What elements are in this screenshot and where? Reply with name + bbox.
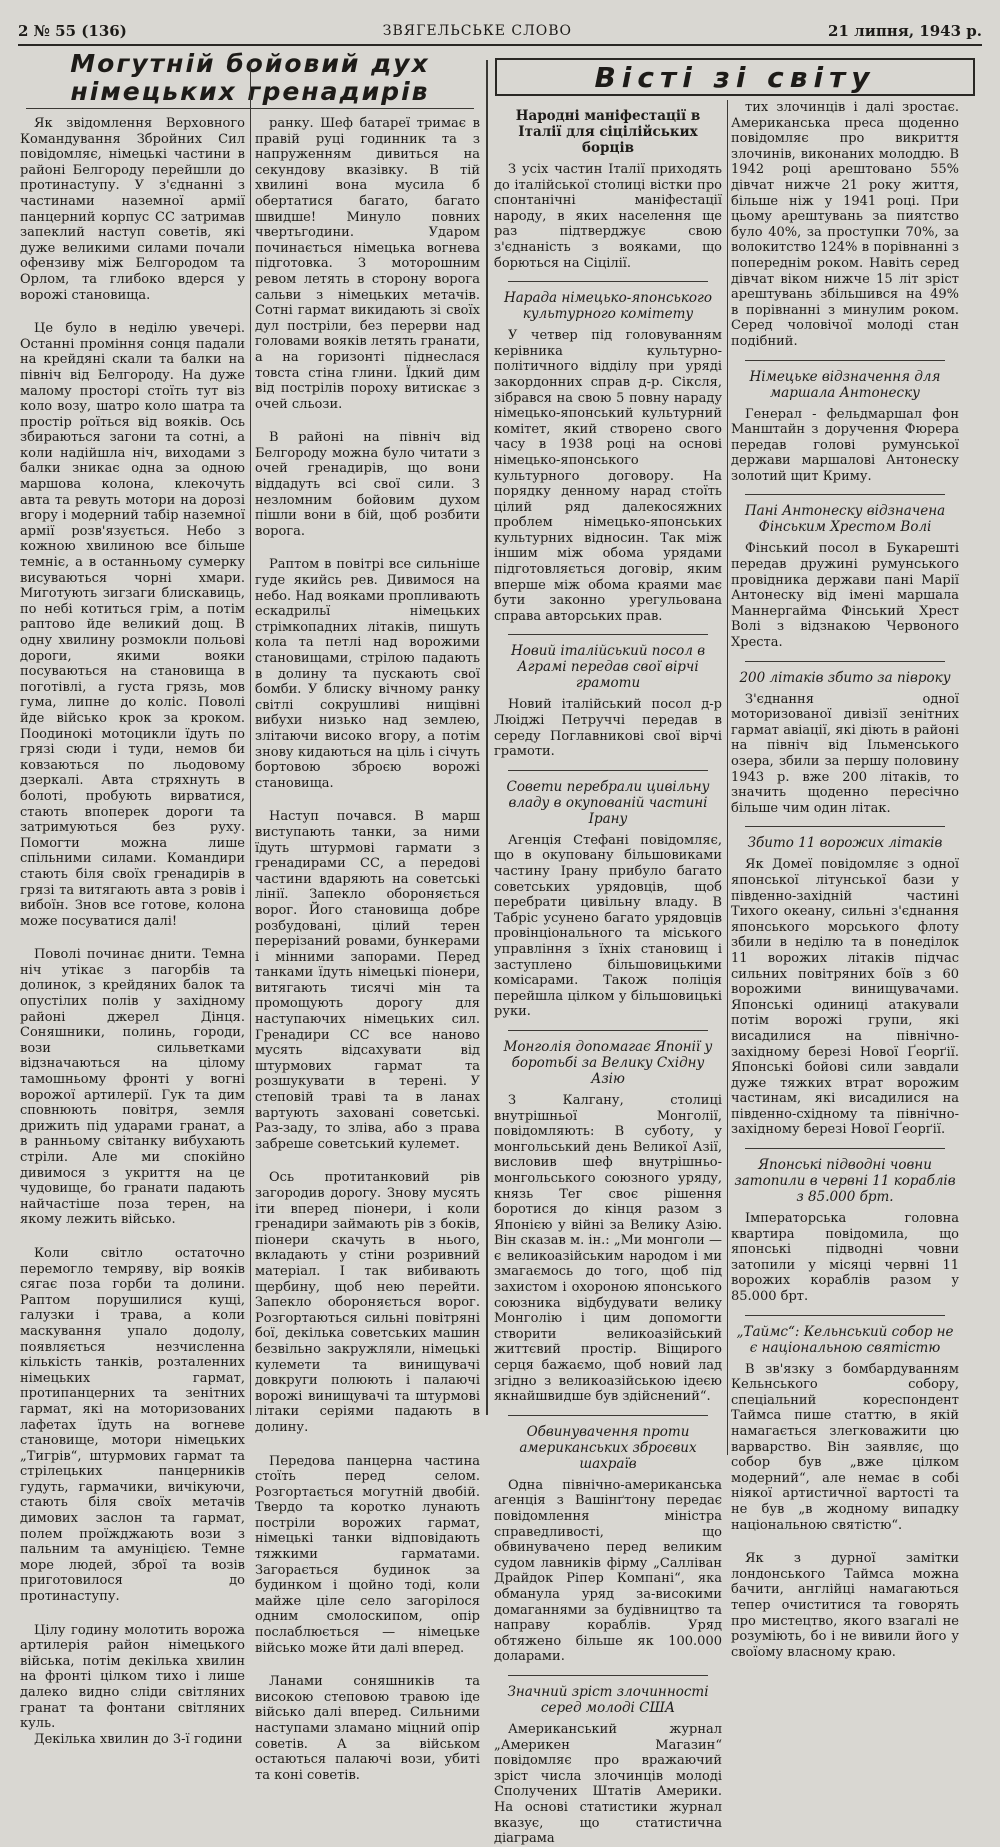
article-paragraph: В районі на північ від Белгороду можна було читати з очей гренадирів, що вони віддадуть всі свої сили. З незломним бойовим духом пішли вони в бій, щоб розбити ворога. (255, 430, 480, 539)
article-paragraph: Цілу годину молотить ворожа артилерія район німецького війська, потім декілька хвилин на фронті цілком тихо і лише далеко видно сліди світляних гранат та фонтани світляних куль. (20, 1622, 245, 1732)
story-divider (745, 826, 945, 827)
masthead (18, 18, 982, 46)
news-paragraph: Імператорська головна квартира повідомила, що японські підводні човни затопили у місяці червні 11 ворожих кораблів разом у 85.000 брт. (731, 1211, 959, 1305)
story-divider (508, 1675, 708, 1676)
story-divider (508, 634, 708, 635)
news-column-3 (494, 100, 722, 1847)
main-article-column-2 (255, 116, 480, 1783)
story-divider (745, 360, 945, 361)
issue-number: 2 № 55 (136) (18, 22, 127, 40)
news-headline: Монголія допомагає Японії у боротьбі за Велику Східну Азію (503, 1038, 713, 1087)
news-paragraph: Агенція Стефані повідомляє, що в окуповану більшовиками частину Ірану прибуло багато советських урядовців, щоб перебрати цивільну владу. В Табріс усунено багато урядовців провінціонального та міського управління з їхніх становищ і заступлено більшовицькими комісарами. Також поліція перейшла цілком у більшовицькі руки. (494, 832, 722, 1020)
news-paragraph: В зв'язку з бомбардуванням Кельнського собору, спеціальний кореспондент Таймса пише статтю, в якій намагається злегковажити цю варварство. Він заявляє, що собор був „вже цілком модерний“, але немає в собі ніякої артистичної вартості та не був „в жодному випадку національною святістю“. (731, 1361, 959, 1533)
news-paragraph: Генерал - фельдмаршал фон Манштайн з доручення Фюрера передав голові румунської держави маршалові Антонеску золотий щит Криму. (731, 406, 959, 484)
news-paragraph: Одна північно-американська агенція з Вашінґтону передає повідомлення міністра справедливості, що обвинувачено перед великим судом лавників фірму „Салліван Драйдок Ріпер Компані“, яка обманула уряд за-високими домаганнями за будівництво та направу кораблів. Уряд обтяжено більше як 100.000 доларами. (494, 1477, 722, 1665)
news-paragraph: З усіх частин Італії приходять до італійської столиці вістки про спонтанічні маніфестації народу, в яких населення ще раз підтверджує свою з'єднаність з вояками, що борються на Сіцілії. (494, 162, 722, 271)
news-headline: Народні маніфестації в Італії для сіцілійських борців (515, 108, 701, 156)
news-paragraph: З'єднання одної моторизованої дивізії зенітних гармат авіації, які діють в районі на північ від Ільменського озера, збили за першу половину 1943 р. вже 200 літаків, то значить щоденно пересічно більше чим один літак. (731, 691, 959, 816)
main-title-line-1: Могутній бойовий дух (70, 49, 430, 78)
newspaper-title: ЗВЯГЕЛЬСЬКЕ СЛОВО (382, 23, 573, 39)
article-paragraph: Раптом в повітрі все сильніше гуде якийсь рев. Дивимося на небо. Над вояками пропливають ескадрильї німецьких стрімкопадних літаків, пишуть кола та петлі над ворожими становищами, стрілою падають в долину та пускають свої бомби. У блиску вічному ранку світлі сокрушливі нищівні вибухи низько над землею, злітаючи високо вгору, а потім знову кидаються на ціль і січуть бортовою зброєю ворожі становища. (255, 557, 480, 791)
news-headline: Німецьке відзначення для маршала Антонеску (749, 368, 941, 401)
article-paragraph: Як звідомлення Верховного Командування Збройних Сил повідомляє, німецькі частини в районі Белгороду перейшли до протинаступу. У з'єднанні з частинами наземної армії панцерний корпус СС затримав запеклий наступ советів, які дуже великими силами почали офензиву між Белгородом та Орлом, та глибоко вдерся у ворожі становища. (20, 116, 245, 303)
section-rule (486, 60, 488, 1415)
article-paragraph: Коли світло остаточно перемогло темряву, вір вояків сягає поза горби та долини. Раптом порушилися кущі, галузки і трава, а коли маскування упало додолу, появляється незчисленна кількість танків, розталенних німецьких гармат, протипанцерних та зенітних гармат, які на моторизованих лафетах їдуть на вогневе становище, мотори німецьких „Тигрів“, штурмових гармат та стрілецьких панцерників гудуть, гармачики, вичікуючи, стають біля своїх метачів димових заслон та гармат, полем проїжджають вози з пальним та амуніцією. Темне море людей, зброї та возів приготовилося до протинаступу. (20, 1245, 245, 1605)
news-headline: 200 літаків збито за півроку (739, 669, 951, 686)
news-headline: Нарада німецько-японського культурного комітету (503, 290, 713, 323)
article-paragraph: Це було в неділю увечері. Останні проміння сонця падали на крейдяні скали та балки на північ від Белгороду. На дуже малому просторі стоїть тут віз коло возу, шатро коло шатра та простір роїться від вояків. Ось збираються загони та сотні, а коли надійшла ніч, виходами з балки зникає одна за одною маршова колона, клекочуть авта та ревуть мотори на дорозі вгору і модерний табір наземної армії розв'язується. Небо з кожною хвилиною все більше темніє, а в останньому сумерку висуваються чорні хмари. Миготують зигзаги блискавиць, по небі котиться грім, а потім раптово йде великий дощ. В одну хвилину розмокли польові дороги, якими вояки посуваються на становища в поготівлі, а густа грязь, мов гума, липне до коліс. Поволі йде військо крок за кроком. Поодинокі мотоцикли їдуть по грязі сюди і туди, немов би ковзаються по льодовому дзеркалі. Авта стряхнуть в болоті, пробують вирватися, стають впоперек дороги та затримуються без руху. Помогти можна лише спільними силами. Командири стають біля своїх гренадирів в грязі та витягають авта з ровів і вибоїн. Знов все готове, колона може посуватися далі! (20, 321, 245, 929)
column-rule (727, 100, 728, 1455)
article-paragraph: Ланами соняшників та високою степовою травою іде військо далі вперед. Сильними наступами зламано міцний опір советів. А за військом остаються палаючі вози, убиті та коні советів. (255, 1674, 480, 1783)
issue-date: 21 липня, 1943 р. (828, 22, 982, 40)
story-divider (508, 1030, 708, 1031)
news-paragraph: Як з дурної замітки лондонського Таймса можна бачити, англійці намагаються тепер очиститися та говорять про мистецтво, якого взагалі не розуміють, бо і не вивили його у своїому власному краю. (731, 1551, 959, 1660)
news-headline: „Таймс“: Кельнський собор не є національною святістю (736, 1323, 954, 1356)
story-divider (508, 770, 708, 771)
news-paragraph: З Калгану, столиці внутрішньої Монголії, повідомляють: В суботу, у монгольський день Великої Азії, висловив шеф внутрішньо-монгольського союзного уряду, князь Тег своє рішення боротися до кінця разом з Японією у війні за Велику Азію. Він сказав м. ін.: „Ми монголи — є великоазійським народом і ми змагаємось до того, щоб під захистом і охороною японського союзника відбудувати велику Монголію і цим допомогти створити великоазійський життєвий простір. Віщирого серця бажаємо, щоб новий лад згідно з великоазійською ідеєю якнайшвидше був здійснений“. (494, 1092, 722, 1405)
article-paragraph: Передова панцерна частина стоїть перед селом. Розгортається могутній двобій. Твердо та коротко лунають постріли ворожих гармат, німецькі танки відповідають тяжкими гарматами. Загорається будинок за будинком і щойно тоді, коли майже ціле село загорілося одним смолоскипом, опір послаблюється — німецьке військо може йти далі вперед. (255, 1453, 480, 1656)
news-headline: Совети перебрали цивільну владу в окупованій частині Ірану (506, 778, 710, 827)
story-divider (745, 661, 945, 662)
news-headline: Значний зріст злочинності серед молоді США (507, 1683, 709, 1716)
story-divider (508, 1415, 708, 1416)
news-paragraph: У четвер під головуванням керівника культурно-політичного відділу при уряді закордонних справ д-р. Сіксля, зібрався на свою 5 повну нараду німецько-японський культурний комітет, який створено свого часу в 1938 році на основі німецько-японського культурного договору. На порядку денному нарад стоїть цілий ряд далекосяжних проблем німецько-японських культурних відносин. Так між іншим між обома урядами підготовляється договір, яким вперше між обома краями має бути законно урегульована справа авторських прав. (494, 328, 722, 624)
main-title-line-2: німецьких гренадирів (70, 77, 430, 106)
news-headline: Пані Антонеску відзначена Фінським Хрестом Волі (744, 503, 946, 536)
news-paragraph: Американський журнал „Америкен Магазин“ повідомляє про вражаючий зріст числа злочинців молоді Сполучених Штатів Америки. На основі статистики журнал вказує, що статистична діаграма (494, 1721, 722, 1847)
story-divider (745, 1315, 945, 1316)
news-paragraph: Фінський посол в Букарешті передав дружині румунського провідника держави пані Марії Антонеску від імені маршала Маннергайма Фінський Хрест Волі з відзнакою Червоного Хреста. (731, 541, 959, 651)
news-headline: Новий італійський посол в Аграмі передав свої вірчі грамоти (510, 643, 706, 692)
news-paragraph: Як Домеї повідомляє з одної японської літунської бази у південно-західній частині Тихого океану, сильні з'єднання японського морського флоту збили в неділю та в понеділок 11 ворожих літаків підчас сильних повітряних боїв з 60 ворожими винищувачами. Японські одиниці атакували потім ворожі групи, які висадилися на північно-західному березі Нової Ґеорґії. Японські бойові сили завдали дуже тяжких втрат ворожим частинам, які висадилися на південно-східному та північно-західному березі Нової Ґеорґії. (731, 857, 959, 1138)
story-divider (745, 494, 945, 495)
news-paragraph: Новий італійський посол д-р Люіджі Петруччі передав в середу Поглавникові свої вірчі грамоти. (494, 697, 722, 760)
news-headline: Обвинувачення проти американських зброєвих шахраїв (519, 1423, 697, 1472)
article-paragraph: Поволі починає днити. Темна ніч утікає з пагорбів та долинок, з крейдяних балок та опустілих полів у західному районі джерел Дінця. Соняшники, полинь, городи, вози сильветками відзначаються на цілому тамошньому фронті у вогні ворожої артилерії. Гук та дим сповнюють повітря, земля дрижить під ударами гранат, а в ранньому світанку вибухають стріли. Але ми спокійно дивимося з укриття на це чудовище, бо гранати падають найчастіше поза терен, на якому лежить військо. (20, 947, 245, 1228)
article-paragraph: ранку. Шеф батареї тримає в правій руці годинник та з напруженням дивиться на секундову вказівку. В тій хвилині вона мусила б обертатися багато, багато швидше! Минуло повних чвертьгодини. Ударом починається німецька вогнева підготовка. З моторошним ревом летять в сторону ворога сальви з німецьких метачів. Сотні гармат викидають зі своїх дул постріли, без перерви над головами вояків летять гранати, а на горизонті піднеслася товста стіна глини. Їдкий дим від пострілів пороху витискає з очей сльози. (255, 116, 480, 412)
article-paragraph: Наступ почався. В марш виступають танки, за ними їдуть штурмові гармати з гренадирами СС, а передові частини вдаряють на советські лінії. Запекло обороняється ворог. Його становища добре розбудовані, цілий терен перерізаний ровами, бункерами і мінними запорами. Перед танками їдуть німецькі піонери, витягають тисячі мін та промощують дорогу для наступаючих німецьких сил. Гренадири СС все наново мусять відсахувати від штурмових гармат та розшукувати в терені. У степовій траві та в ланах вартують заховані советські. Раз-заду, то зліва, або з права забреше советський кулемет. (255, 809, 480, 1152)
news-paragraph: тих злочинців і далі зростає. Американська преса щоденно повідомляє про викриття злочинів, виконаних молоддю. В 1942 році арештовано 55% дівчат нижче 21 року життя, більше ніж у 1941 році. При цьому арештувань за пиятство було 40%, за проступки 70%, за волокитство 124% в порівнанні з попереднім роком. Навіть серед дівчат віком нижче 15 літ зріст арештувань збільшився на 49% в порівнанні з минулим роком. Серед чоловічої молоді стан подібний. (731, 100, 959, 349)
story-divider (508, 281, 708, 282)
news-section-header: Вісті зі світу (495, 58, 975, 96)
news-column-4 (731, 100, 959, 1660)
news-headline: Японські підводні човни затопили в червні 11 кораблів з 85.000 брт. (734, 1157, 956, 1206)
news-headline: Збито 11 ворожих літаків (747, 835, 943, 852)
column-rule (250, 60, 251, 1415)
main-article-column-1 (20, 116, 245, 1747)
story-divider (745, 1148, 945, 1149)
article-paragraph: Ось протитанковий рів загородив дорогу. Знову мусять іти вперед піонери, і коли гренадири займають рів з боків, піонери скачуть в нього, вкладають у стіни розривний матеріал. І так вибивають щербину, щоб нею перейти. Запекло обороняється ворог. Розгортаються сильні повітряні бої, декілька советських машин безвільно закружляли, німецькі кулемети та винищувачі довкруги полюють і палаючі ворожі винищувачі та штурмові літаки серіями падають в долину. (255, 1170, 480, 1435)
article-paragraph: Декілька хвилин до 3-ї години (34, 1731, 243, 1747)
